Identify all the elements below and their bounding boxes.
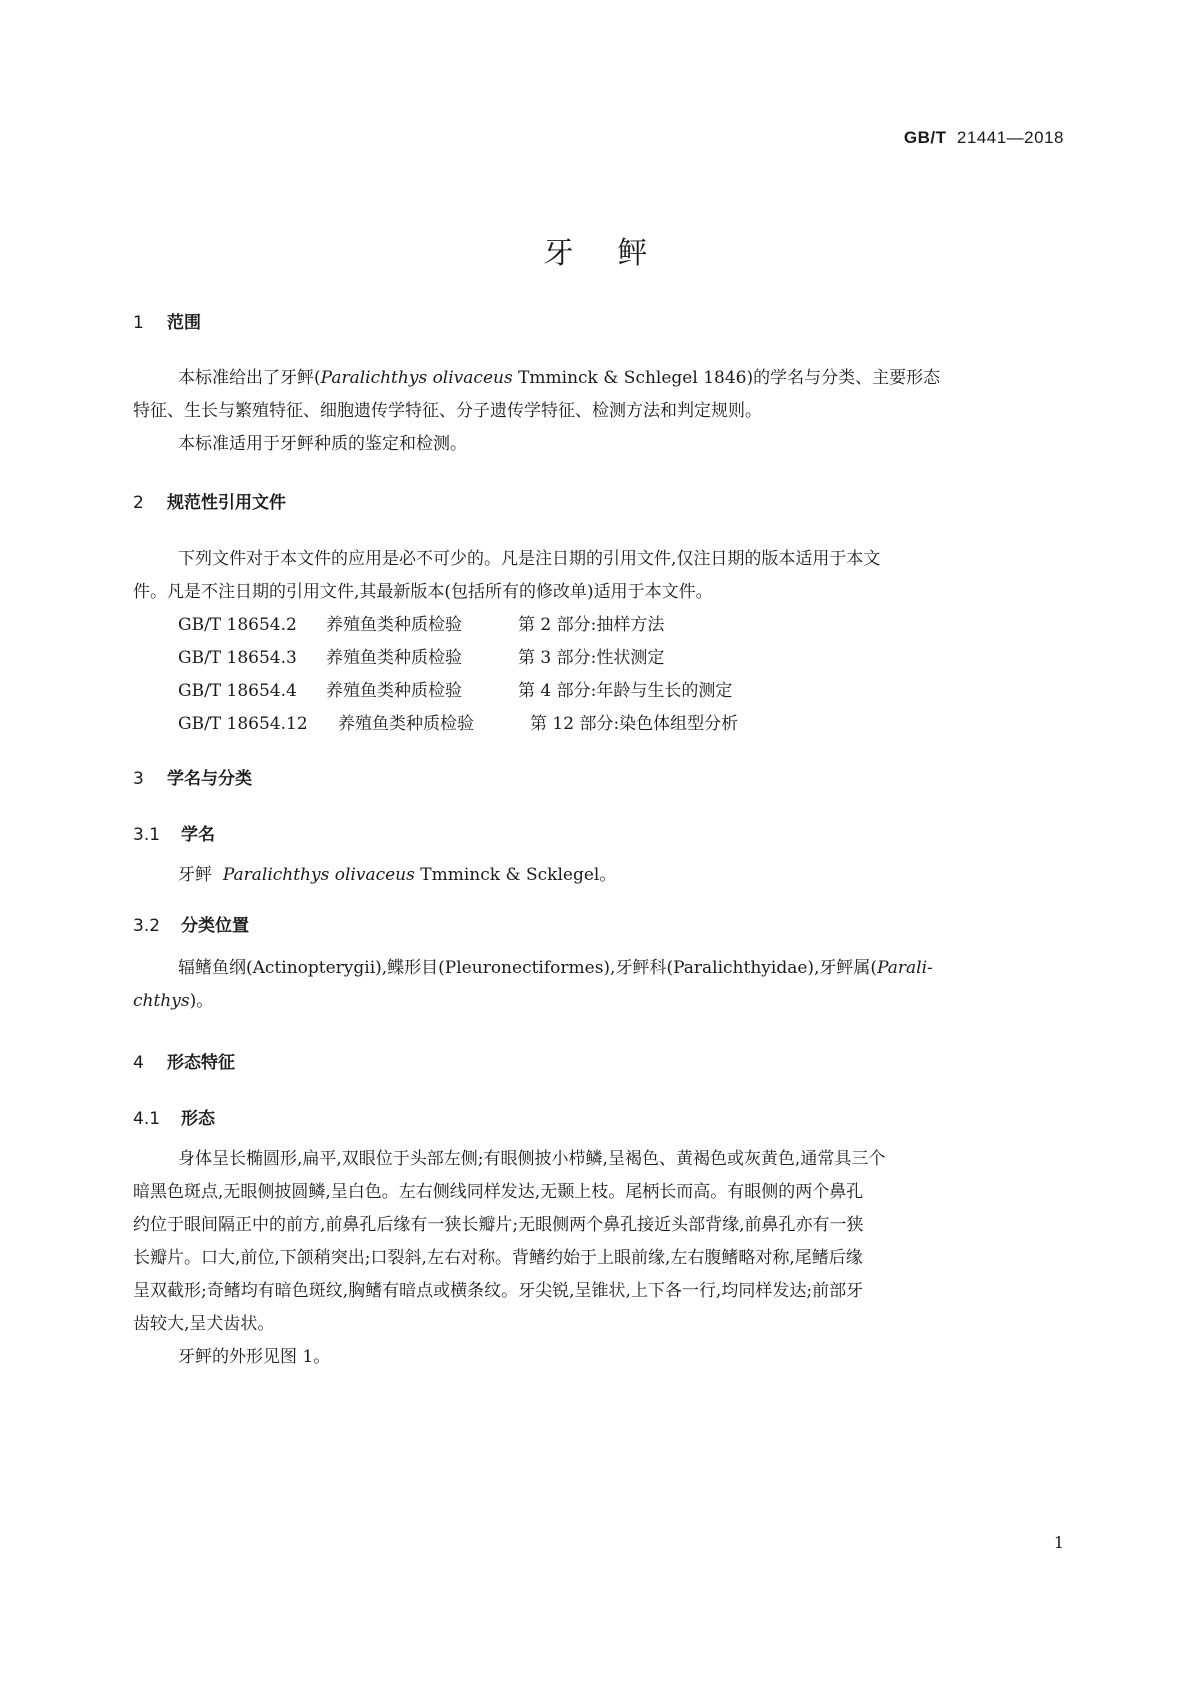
standard-prefix: GB/T [903, 128, 947, 147]
section-title: 学名 [181, 825, 215, 845]
scientific-name: Paralichthys olivaceus [222, 865, 415, 885]
standard-code: 21441—2018 [956, 128, 1064, 147]
paragraph-line: 约位于眼间隔正中的前方,前鼻孔后缘有一狭长瓣片;无眼侧两个鼻孔接近头部背缘,前鼻孔亦有一狭 [133, 1215, 864, 1235]
paragraph-line: 下列文件对于本文件的应用是必不可少的。凡是注日期的引用文件,仅注日期的版本适用于本文 [178, 549, 881, 569]
section-title: 形态特征 [167, 1053, 235, 1073]
reference-item [133, 675, 1061, 708]
paragraph: 牙鲆 Paralichthys olivaceus Tmminck & Scklegel。 [178, 865, 617, 885]
section-2-body [133, 543, 1061, 741]
reference-code: GB/T 18654.12 [178, 714, 308, 734]
section-4-1-body [133, 1143, 1061, 1374]
paragraph-line: 本标准给出了牙鲆(Paralichthys olivaceus Tmminck & Schlegel 1846)的学名与分类、主要形态 [178, 368, 941, 388]
reference-item [133, 642, 1061, 675]
section-4-1-heading [133, 1104, 215, 1129]
paragraph-line: 长瓣片。口大,前位,下颌稍突出;口裂斜,左右对称。背鳍约始于上眼前缘,左右腹鳍略对称,尾鳍后缘 [133, 1248, 863, 1268]
section-3-1-heading [133, 820, 215, 845]
paragraph-line: 辐鳍鱼纲(Actinopterygii),鲽形目(Pleuronectiformes),牙鲆科(Paralichthyidae),牙鲆属(Parali- [178, 958, 933, 978]
paragraph-line: chthys)。 [133, 991, 214, 1011]
section-title: 分类位置 [181, 916, 249, 936]
section-number: 4 [133, 1053, 144, 1073]
section-number: 1 [133, 313, 144, 333]
section-3-2-heading [133, 911, 249, 936]
section-number: 3 [133, 769, 144, 789]
section-title: 形态 [181, 1109, 215, 1129]
reference-code: GB/T 18654.3 [178, 648, 297, 668]
section-number: 3.2 [133, 916, 161, 936]
reference-name: 养殖鱼类种质检验 [326, 681, 462, 701]
section-title: 学名与分类 [167, 769, 252, 789]
section-number: 3.1 [133, 825, 161, 845]
paragraph-line: 齿较大,呈犬齿状。 [133, 1314, 275, 1334]
reference-name: 养殖鱼类种质检验 [326, 615, 462, 635]
section-number: 4.1 [133, 1109, 161, 1129]
scientific-name: Parali- [877, 958, 933, 978]
section-3-heading [133, 764, 252, 789]
reference-item [133, 609, 1061, 642]
page-number: 1 [1053, 1533, 1064, 1552]
document-title: 牙鲆 [543, 236, 692, 271]
section-1-heading [133, 308, 201, 333]
scientific-name: chthys [133, 991, 190, 1011]
section-title: 规范性引用文件 [167, 493, 286, 513]
paragraph-line: 特征、生长与繁殖特征、细胞遗传学特征、分子遗传学特征、检测方法和判定规则。 [133, 401, 762, 421]
paragraph: 本标准适用于牙鲆种质的鉴定和检测。 [178, 434, 467, 454]
section-3-1-body [133, 859, 1061, 892]
reference-code: GB/T 18654.4 [178, 681, 297, 701]
reference-name: 养殖鱼类种质检验 [338, 714, 474, 734]
reference-code: GB/T 18654.2 [178, 615, 297, 635]
reference-name: 养殖鱼类种质检验 [326, 648, 462, 668]
paragraph-line: 身体呈长椭圆形,扁平,双眼位于头部左侧;有眼侧披小栉鳞,呈褐色、黄褐色或灰黄色,通常具三个 [178, 1149, 886, 1169]
reference-part: 第 2 部分:抽样方法 [518, 615, 665, 635]
standard-number [904, 128, 1064, 148]
reference-part: 第 12 部分:染色体组型分析 [530, 714, 739, 734]
section-3-2-body [133, 952, 1061, 1018]
section-1-body [133, 362, 1061, 461]
reference-item [133, 708, 1061, 741]
paragraph-line: 件。凡是不注日期的引用文件,其最新版本(包括所有的修改单)适用于本文件。 [133, 582, 713, 602]
paragraph-line: 暗黑色斑点,无眼侧披圆鳞,呈白色。左右侧线同样发达,无颞上枝。尾柄长而高。有眼侧的两个鼻孔 [133, 1182, 864, 1202]
scientific-name: Paralichthys olivaceus [320, 368, 513, 388]
reference-part: 第 4 部分:年龄与生长的测定 [518, 681, 733, 701]
section-number: 2 [133, 493, 144, 513]
reference-part: 第 3 部分:性状测定 [518, 648, 665, 668]
section-2-heading [133, 488, 286, 513]
paragraph-line: 呈双截形;奇鳍均有暗色斑纹,胸鳍有暗点或横条纹。牙尖锐,呈锥状,上下各一行,均同样发达;前部牙 [133, 1281, 864, 1301]
section-title: 范围 [167, 313, 201, 333]
paragraph: 牙鲆的外形见图 1。 [178, 1347, 331, 1367]
section-4-heading [133, 1048, 235, 1073]
